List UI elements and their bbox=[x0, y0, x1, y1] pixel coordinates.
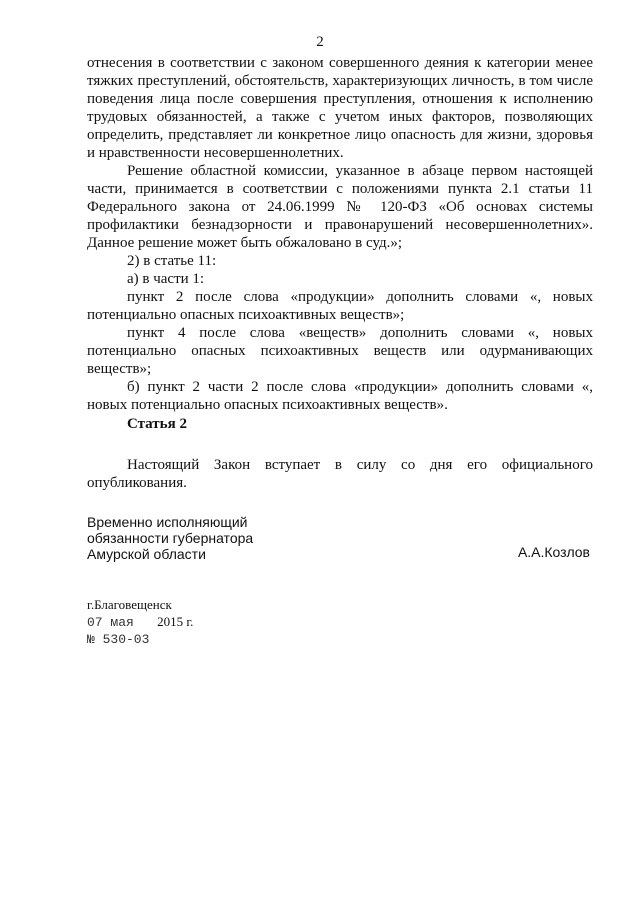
signer-name: А.А.Козлов bbox=[517, 544, 590, 560]
paragraph-continuation: отнесения в соответствии с законом совершенного деяния к категории менее тяжких преступлений, обстоятельств, характеризующих личность, в том числе поведения лица после совершения преступления, отношения к исполнению трудовых обязанностей, а также с учетом иных факторов, позволяющих определить, представляет ли конкретное лицо опасность для жизни, здоровья и нравственности несовершеннолетних. bbox=[87, 55, 593, 161]
stamp-city: г.Благовещенск bbox=[87, 597, 172, 612]
stamp-date-line bbox=[87, 613, 193, 631]
paragraph-part-2: б) пункт 2 части 2 после слова «продукции» дополнить словами «, новых потенциально опасных психоактивных веществ». bbox=[87, 379, 593, 413]
article-text: Настоящий Закон вступает в силу со дня его официального опубликования. bbox=[87, 457, 593, 491]
paragraph-article-11: 2) в статье 11: bbox=[127, 253, 217, 269]
registration-stamp bbox=[87, 596, 193, 648]
paragraph-point-2: пункт 2 после слова «продукции» дополнить словами «, новых потенциально опасных психоактивных веществ»; bbox=[87, 289, 593, 323]
paragraph-commission-decision: Решение областной комиссии, указанное в абзаце первом настоящей части, принимается в соответствии с положениями пункта 2.1 статьи 11 Федерального закона от 24.06.1999 № 120-ФЗ «Об основах системы профилактики безнадзорности и правонарушений несовершеннолетних». Данное решение может быть обжаловано в суд.»; bbox=[87, 163, 593, 251]
paragraph-part-1: а) в части 1: bbox=[127, 271, 205, 287]
page-number: 2 bbox=[316, 34, 324, 50]
stamp-date: 07 мая bbox=[87, 615, 134, 630]
article-heading: Статья 2 bbox=[127, 416, 187, 432]
paragraph-point-4: пункт 4 после слова «веществ» дополнить словами «, новых потенциально опасных психоактивных веществ или одурманивающих веществ»; bbox=[87, 325, 593, 377]
signer-title-line: обязанности губернатора bbox=[87, 530, 254, 546]
signer-title-line: Амурской области bbox=[87, 546, 206, 562]
article-body bbox=[87, 456, 593, 492]
signer-title-line: Временно исполняющий bbox=[87, 514, 248, 530]
signer-title bbox=[87, 514, 253, 562]
body-text bbox=[87, 54, 593, 414]
stamp-number: № 530-03 bbox=[87, 632, 150, 647]
stamp-year: 2015 г. bbox=[157, 614, 194, 629]
